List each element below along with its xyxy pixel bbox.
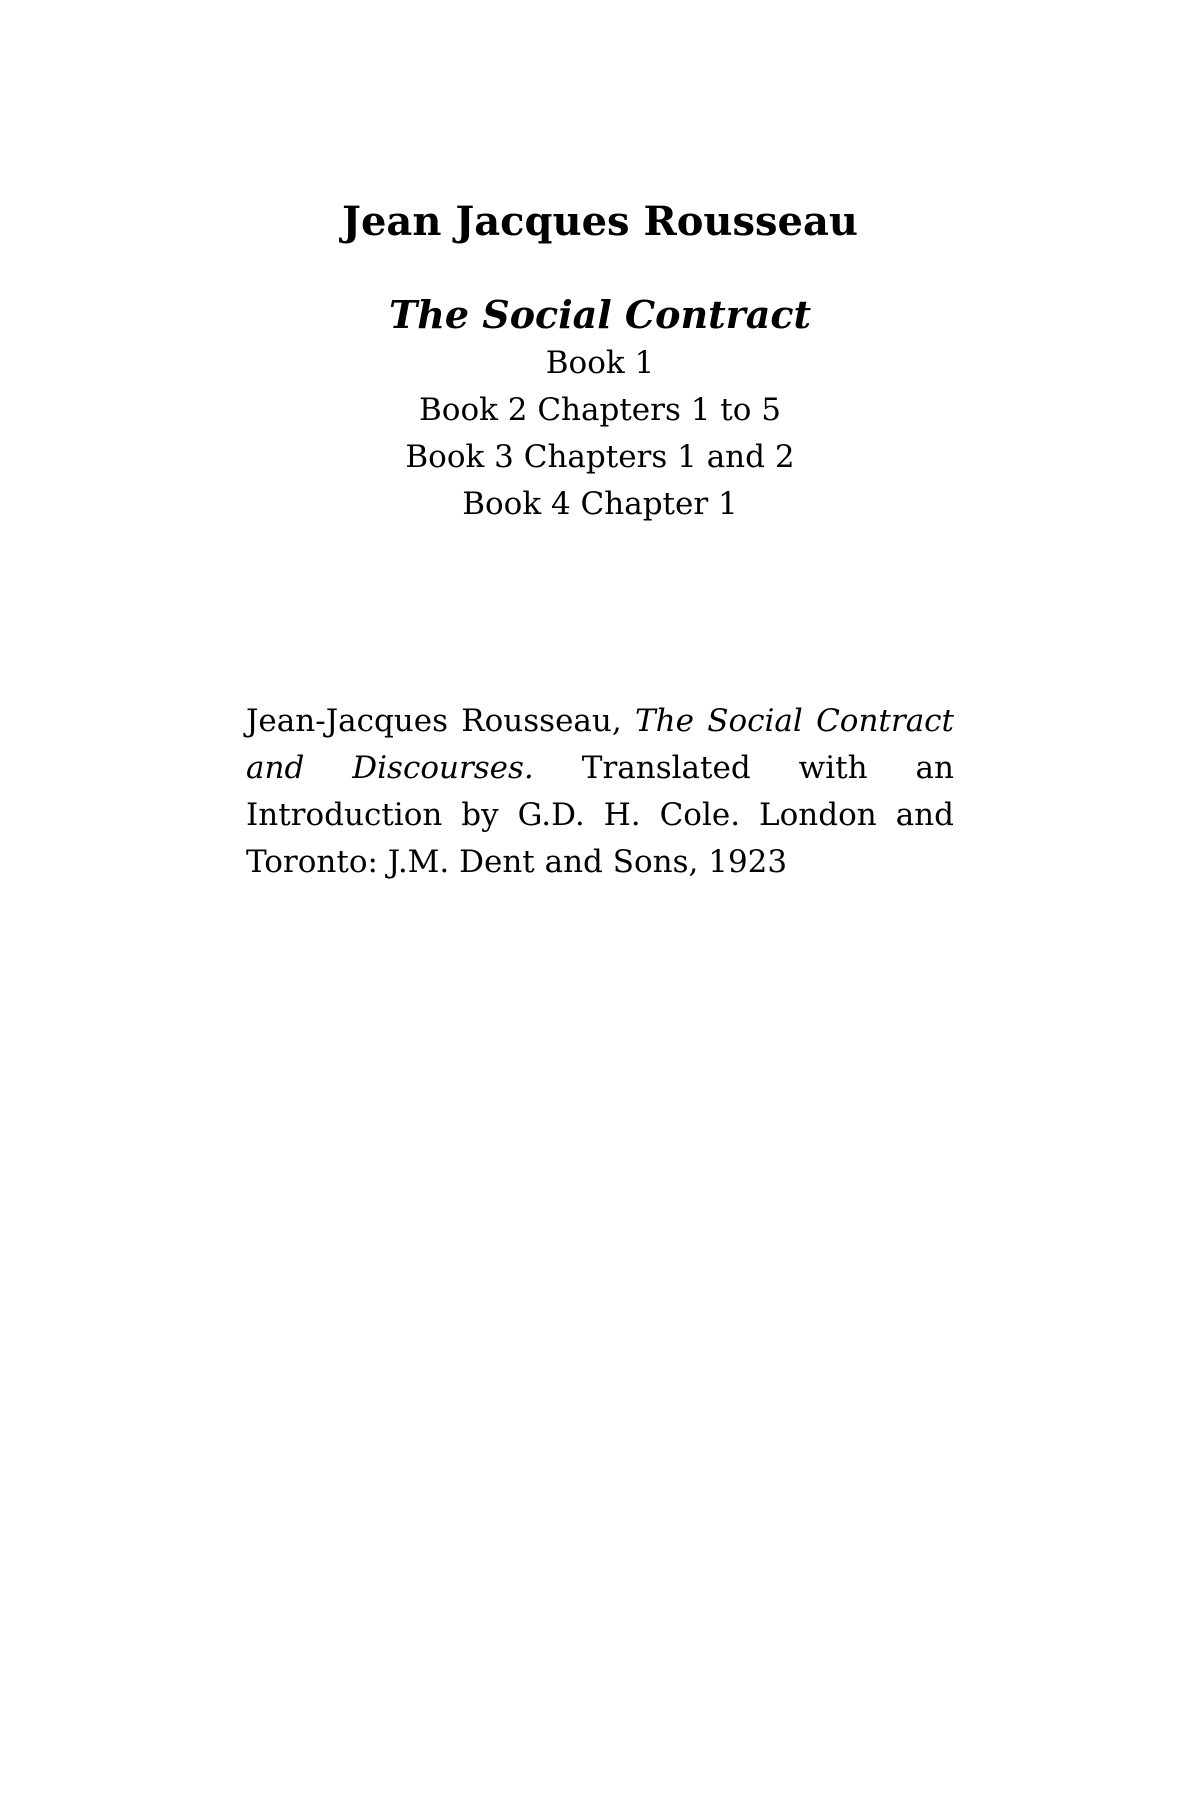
- contents-item-book-4: Book 4 Chapter 1: [462, 486, 738, 522]
- contents-item-book-3: Book 3 Chapters 1 and 2: [405, 439, 795, 475]
- citation-details: Translated with an Introduction by G.D. H. Cole. London and Toronto: J.M. Dent and Sons, 1923: [246, 750, 954, 880]
- contents-list: [0, 340, 1200, 528]
- author-heading: Jean Jacques Rousseau: [342, 198, 858, 245]
- contents-item-book-2: Book 2 Chapters 1 to 5: [419, 392, 781, 428]
- title-block: [0, 196, 1200, 528]
- source-citation: [246, 698, 954, 886]
- citation-author: Jean-Jacques Rousseau,: [246, 703, 635, 739]
- citation-title: The Social Contract and Discourses.: [246, 703, 954, 786]
- contents-item-book-1: Book 1: [545, 345, 655, 381]
- work-title: The Social Contract: [388, 292, 812, 337]
